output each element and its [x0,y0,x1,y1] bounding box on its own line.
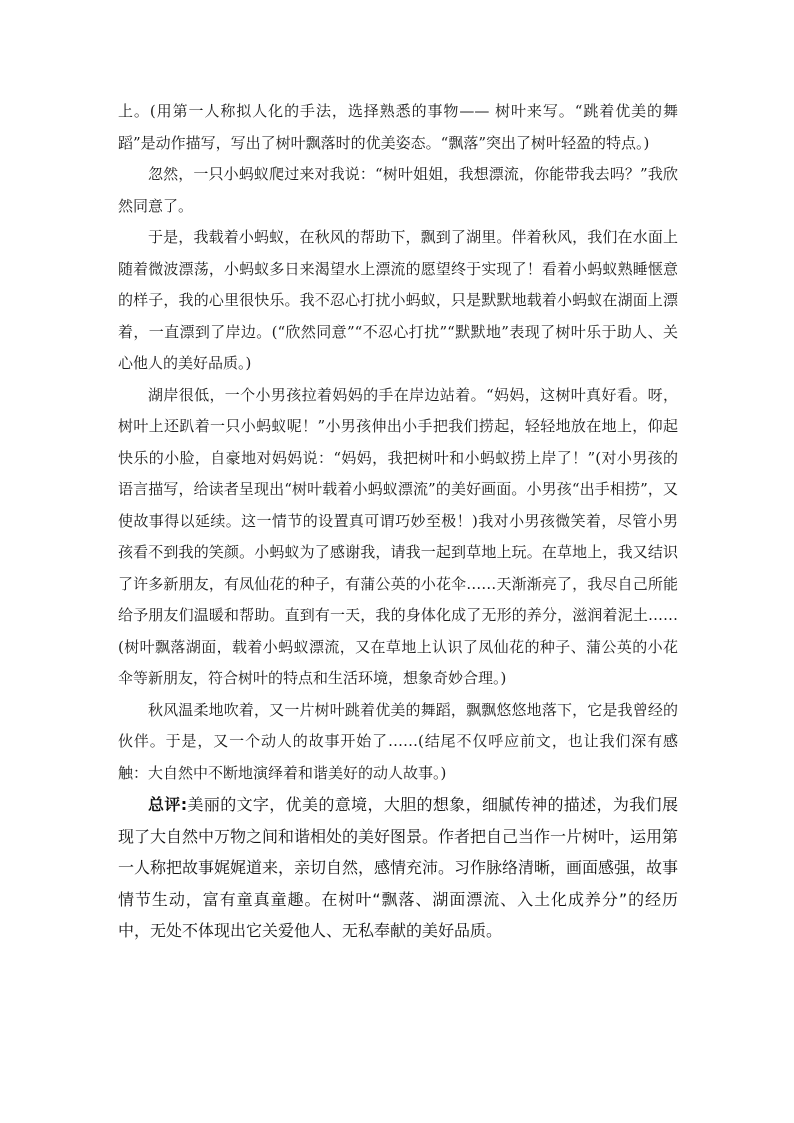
paragraph-ant-request: 忽然，一只小蚂蚁爬过来对我说：“树叶姐姐，我想漂流，你能带我去吗？”我欣然同意了。 [118,165,678,215]
paragraph-boy-rescue: 湖岸很低，一个小男孩拉着妈妈的手在岸边站着。“妈妈，这树叶真好看。呀，树叶上还趴着一只小蚂蚁呢！”小男孩伸出小手把我们捞起，轻轻地放在地上，仰起快乐的小脸，自豪地对妈妈说：“妈妈，我把树叶和小蚂蚁捞上岸了！”(对小男孩的语言描写，给读者呈现出“树叶载着小蚂蚁漂流”的美好画面。小男孩“出手相捞”，又使故事得以延续。这一情节的设置真可谓巧妙至极！)我对小男孩微笑着，尽管小男孩看不到我的笑颜。小蚂蚁为了感谢我，请我一起到草地上玩。在草地上，我又结识了许多新朋友，有凤仙花的种子，有蒲公英的小花伞……天渐渐亮了，我尽自己所能给予朋友们温暖和帮助。直到有一天，我的身体化成了无形的养分，滋润着泥土……(树叶飘落湖面，载着小蚂蚁漂流，又在草地上认识了凤仙花的种子、蒲公英的小花伞等新朋友，符合树叶的特点和生活环境，想象奇妙合理。) [118,385,678,687]
paragraph-continuation: 上。(用第一人称拟人化的手法，选择熟悉的事物—— 树叶来写。“跳着优美的舞蹈”是动作描写，写出了树叶飘落时的优美姿态。“飘落”突出了树叶轻盈的特点。) [118,102,678,152]
paragraph-ending: 秋风温柔地吹着，又一片树叶跳着优美的舞蹈，飘飘悠悠地落下，它是我曾经的伙伴。于是，又一个动人的故事开始了……(结尾不仅呼应前文，也让我们深有感触：大自然中不断地演绎着和谐美好的动人故事。) [118,700,678,782]
summary-label: 总评: [148,795,188,814]
paragraph-lake-drift: 于是，我载着小蚂蚁，在秋风的帮助下，飘到了湖里。伴着秋风，我们在水面上随着微波漂荡，小蚂蚁多日来渴望水上漂流的愿望终于实现了！看着小蚂蚁熟睡惬意的样子，我的心里很快乐。我不忍心打扰小蚂蚁，只是默默地载着小蚂蚁在湖面上漂着，一直漂到了岸边。(“欣然同意”“不忍心打扰”“默默地”表现了树叶乐于助人、关心他人的美好品质。) [118,228,678,372]
document-page [118,96,678,963]
summary-paragraph [118,789,678,947]
summary-text: 美丽的文字，优美的意境，大胆的想象，细腻传神的描述，为我们展现了大自然中万物之间和谐相处的美好图景。作者把自己当作一片树叶，运用第一人称把故事娓娓道来，亲切自然，感情充沛。习作脉络清晰，画面感强，故事情节生动，富有童真童趣。在树叶“飘落、湖面漂流、入土化成养分”的经历中，无处不体现出它关爱他人、无私奉献的美好品质。 [118,795,679,940]
